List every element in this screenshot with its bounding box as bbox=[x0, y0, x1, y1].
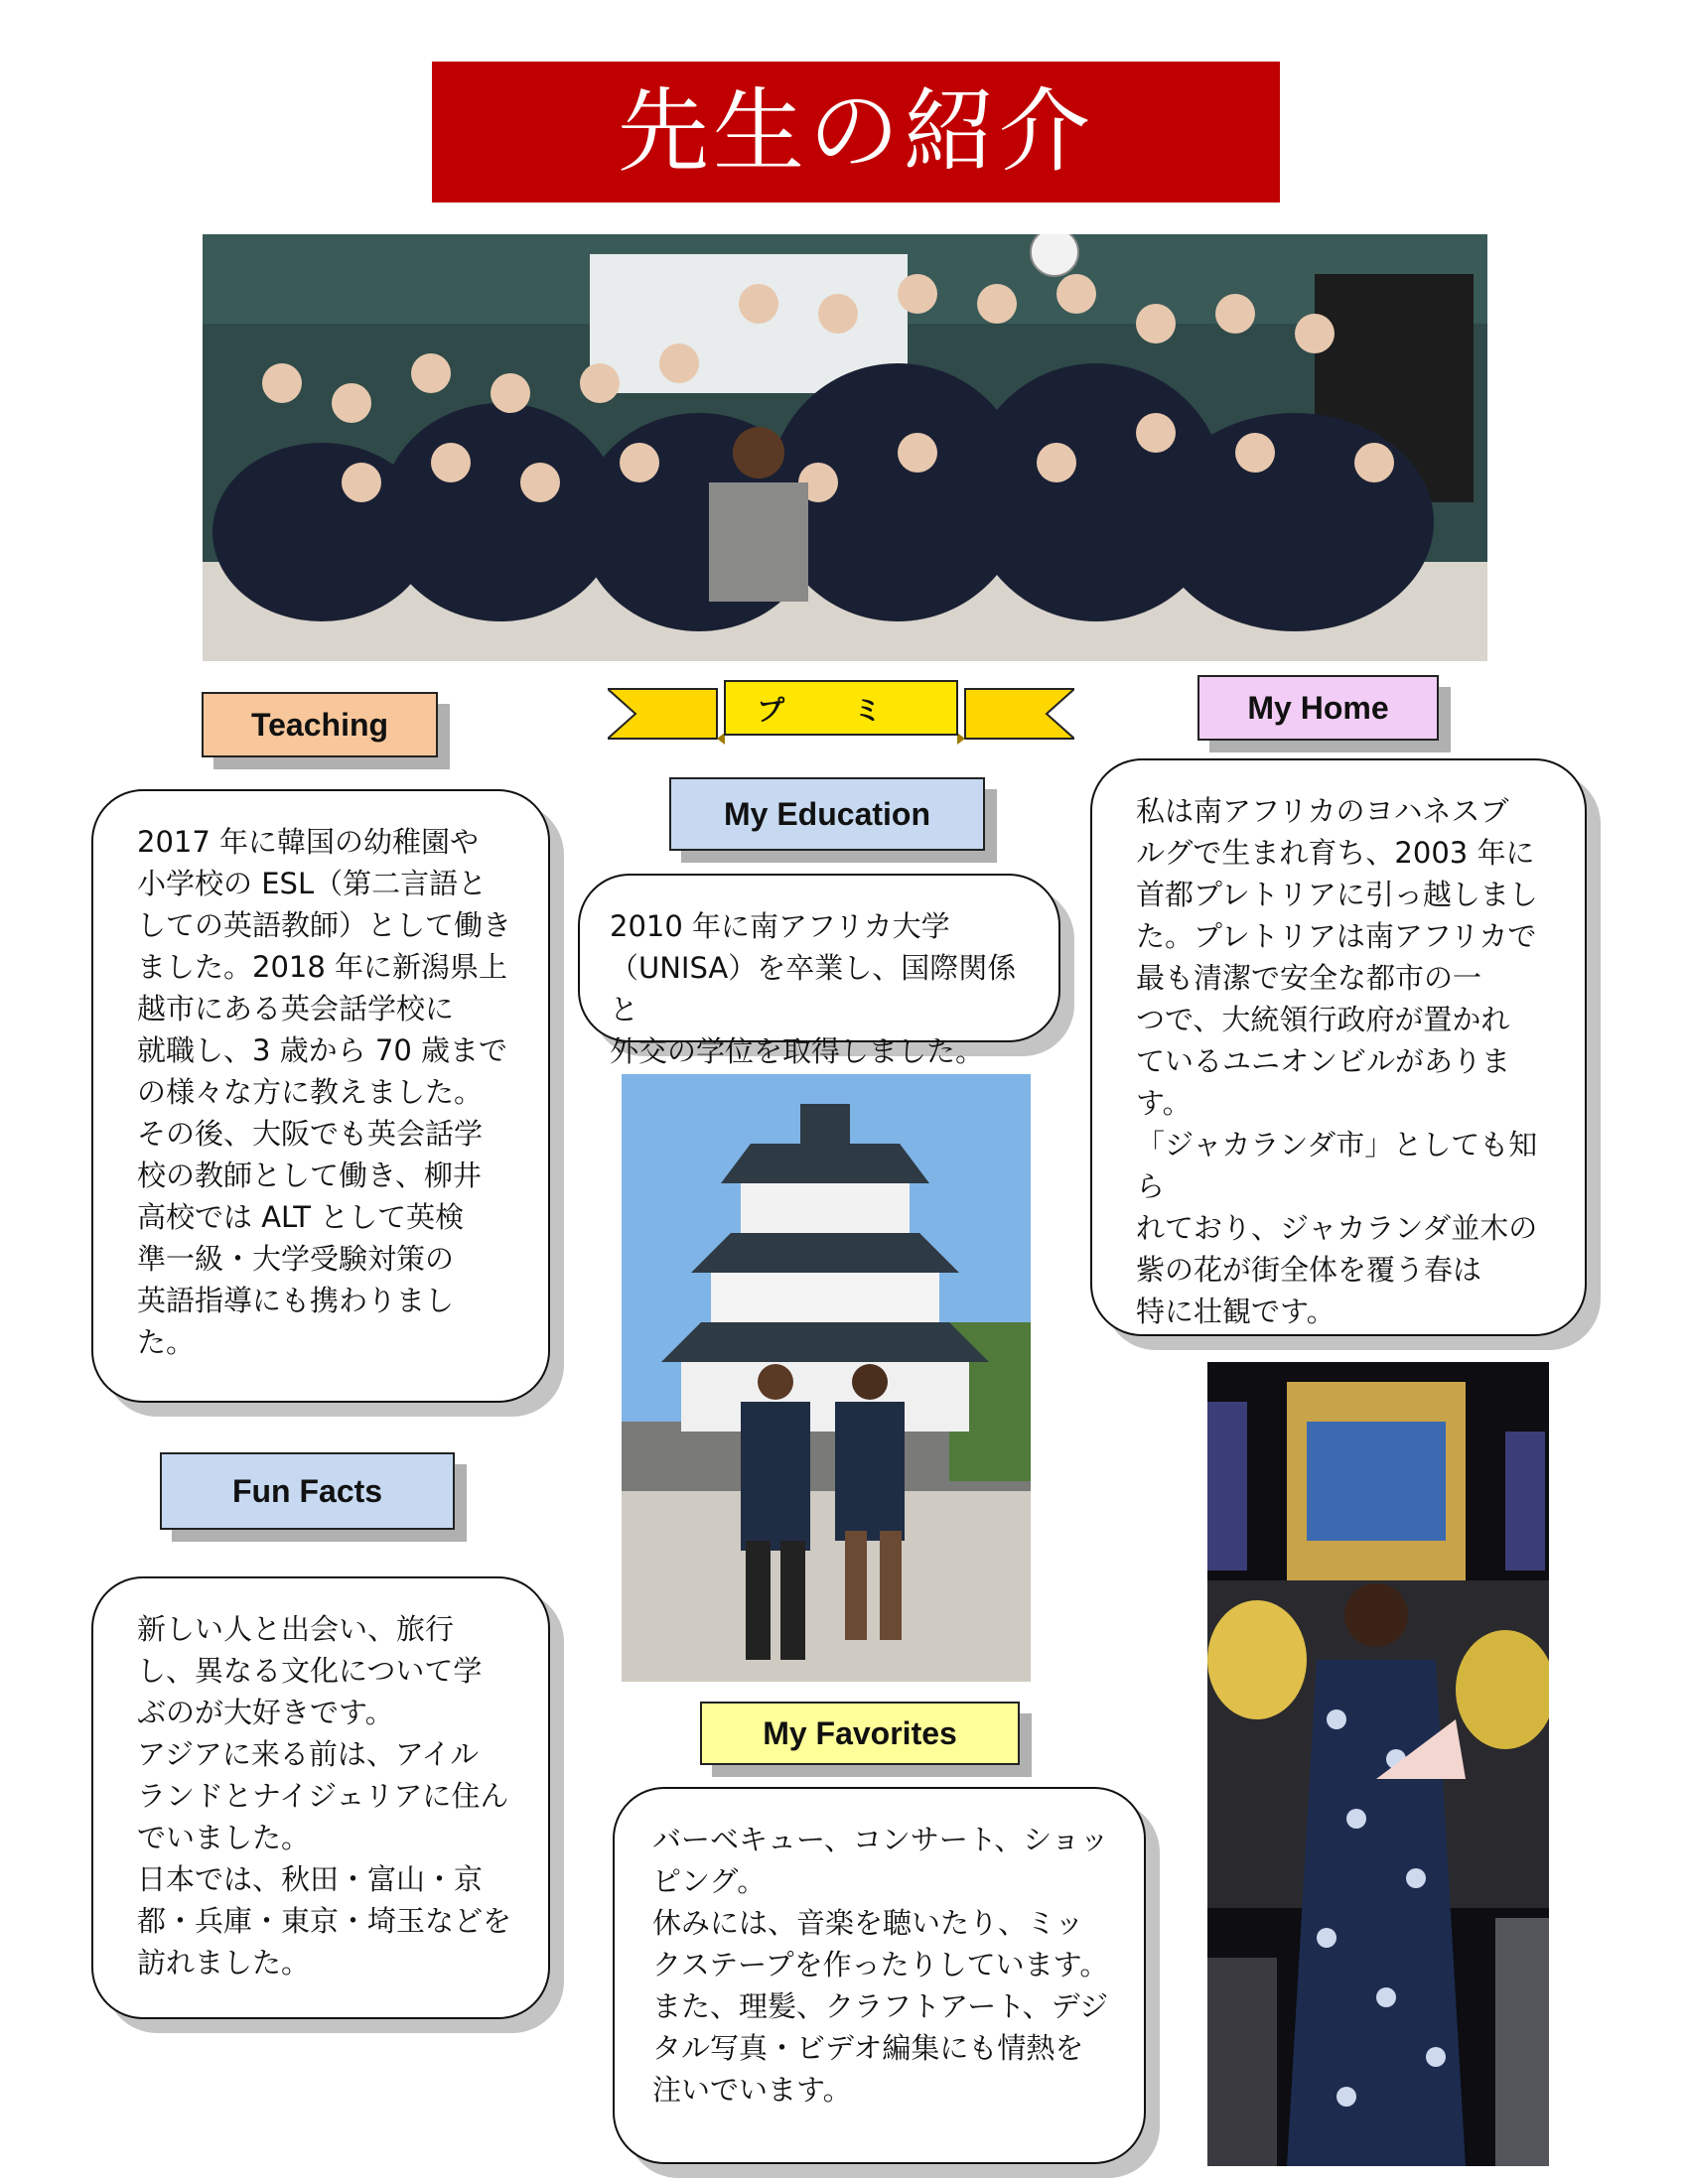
osaka-castle-photo bbox=[622, 1074, 1031, 1682]
teaching-label: Teaching bbox=[202, 692, 438, 757]
education-label: My Education bbox=[669, 777, 985, 851]
favorites-text: バーベキュー、コンサート、ショッ ピング。 休みには、音楽を聴いたり、ミッ クステープを作ったりしています。 また、理髪、クラフトアート、デジ タル写真・ビデオ編集にも情熱を 注いでいます。 bbox=[613, 1787, 1146, 2164]
teaching-text: 2017 年に韓国の幼稚園や 小学校の ESL（第二言語と しての英語教師）として働き ました。2018 年に新潟県上 越市にある英会話学校に 就職し、3 歳から 70 歳まで の様々な方に教えました。 その後、大阪でも英会話学 校の教師として働き、柳井 高校では ALT として英検 準一級・大学受験対策の 英語指導にも携わりまし た。 bbox=[91, 789, 550, 1403]
festival-photo bbox=[1207, 1362, 1549, 2166]
home-text: 私は南アフリカのヨハネスブ ルグで生まれ育ち、2003 年に 首都プレトリアに引っ越しまし た。プレトリアは南アフリカで 最も清潔で安全な都市の一 つで、大統領行政府が置かれ ているユニオンビルがありま す。 「ジャカランダ市」としても知ら れており、ジャカランダ並木の 紫の花が街全体を覆う春は 特に壮観です。 bbox=[1090, 758, 1587, 1336]
ribbon-name: プ ミ bbox=[757, 694, 912, 727]
fun-facts-label: Fun Facts bbox=[160, 1452, 455, 1530]
home-label: My Home bbox=[1197, 675, 1439, 741]
class-photo bbox=[203, 234, 1487, 661]
fun-facts-text: 新しい人と出会い、旅行 し、異なる文化について学 ぶのが大好きです。 アジアに来る前は、アイル ランドとナイジェリアに住ん でいました。 日本では、秋田・富山・京 都・兵庫・東京・埼玉などを 訪れました。 bbox=[91, 1576, 550, 2019]
page-title: 先生の紹介 bbox=[617, 78, 1094, 185]
education-text: 2010 年に南アフリカ大学 （UNISA）を卒業し、国際関係と 外交の学位を取得しました。 bbox=[578, 874, 1060, 1042]
title-banner bbox=[432, 62, 1280, 203]
favorites-label: My Favorites bbox=[700, 1702, 1020, 1765]
